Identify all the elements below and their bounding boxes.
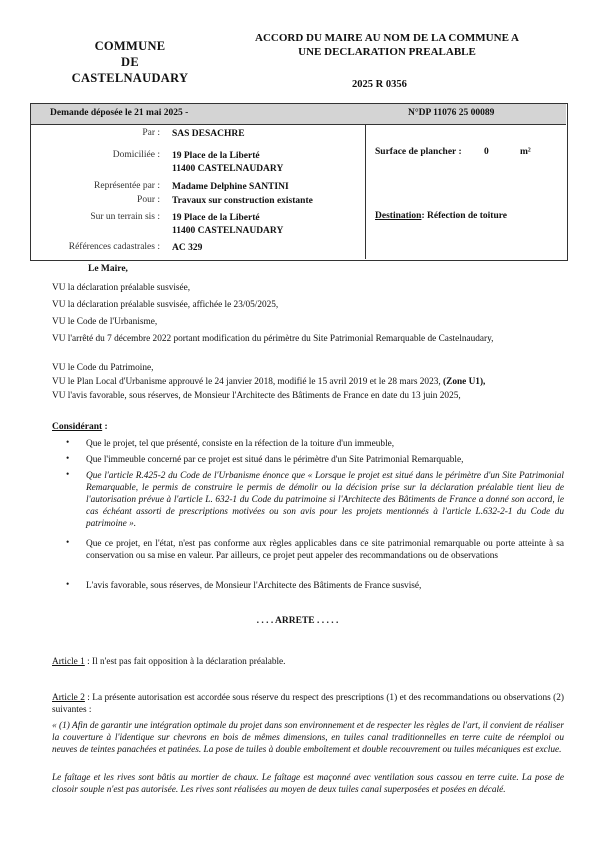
vu-lead: VU xyxy=(52,377,66,387)
value-par: SAS DESACHRE xyxy=(172,129,245,139)
surface-label: Surface de plancher : xyxy=(375,147,462,157)
vu-zone: (Zone U1), xyxy=(443,377,486,387)
vu-paragraph xyxy=(52,316,564,328)
box-divider xyxy=(365,124,366,259)
value-terrain: 19 Place de la Liberté xyxy=(172,213,260,223)
value-domicile: 19 Place de la Liberté xyxy=(172,151,260,161)
document-title xyxy=(222,31,552,59)
bullet-icon: • xyxy=(66,538,70,548)
bullet-icon: • xyxy=(66,580,70,590)
title-line: ACCORD DU MAIRE AU NOM DE LA COMMUNE A xyxy=(255,32,519,44)
title-line: UNE DECLARATION PREALABLE xyxy=(298,46,476,58)
considerant-label: Considérant xyxy=(52,422,103,432)
considerant-item: Que ce projet, en l'état, n'est pas conforme aux règles applicables dans ce site patrimonial remarquable ou porte atteinte à sa conservation ou sa mise en valeur. Par ailleurs, ce projet peut appeler des recommandations ou de observations xyxy=(86,539,564,561)
article-2-text: : La présente autorisation est accordée sous réserve du respect des prescriptions (1) et des recommandations ou observations (2) suivantes : xyxy=(52,693,564,715)
label-cadastre: Références cadastrales : xyxy=(68,242,160,252)
label-par: Par : xyxy=(142,128,160,138)
considerant-item: Que le projet, tel que présenté, consiste en la réfection de la toiture d'un immeuble, xyxy=(86,439,395,449)
bullet-icon: • xyxy=(66,438,70,448)
reference-number: 2025 R 0356 xyxy=(352,79,407,90)
value-pour: Travaux sur construction existante xyxy=(172,196,313,206)
prescription-paragraph-2: Le faîtage et les rives sont bâtis au mortier de chaux. Le faîtage est maçonné avec ventilation sous cassou en terre cuite. La pose de closoir souple n'est pas autorisée. Les rives sont réalisées au moyen de deux tuiles canal superposées et posées en décalé. xyxy=(52,773,564,795)
label-domicile: Domiciliée : xyxy=(112,150,160,160)
vu-paragraph xyxy=(52,333,564,345)
vu-text: l'arrêté du 7 décembre 2022 portant modification du périmètre du Site Patrimonial Remarquable de Castelnaudary, xyxy=(65,334,494,344)
considerant-heading xyxy=(52,422,108,432)
dossier-number: N°DP 11076 25 00089 xyxy=(408,108,495,118)
label-pour: Pour : xyxy=(137,195,160,205)
considerant-item: L'avis favorable, sous réserves, de Monsieur l'Architecte des Bâtiments de France susvisé, xyxy=(86,581,422,591)
commune-line: DE xyxy=(121,55,139,69)
vu-lead: VU xyxy=(52,334,66,344)
maire-heading: Le Maire, xyxy=(88,264,128,274)
prescription-paragraph: « (1) Afin de garantir une intégration optimale du projet dans son environnement et de respecter les règles de l'art, il convient de réaliser la couverture à l'identique sur chevrons en bois de mêmes dimensions, en tuiles canal traditionnelles en terre cuite de réemploi ou neuves de teintes panachées et patinées. La pose de tuiles à double emboîtement et double recouvrement ou tuiles mécaniques est exclue. xyxy=(52,721,564,755)
vu-lead: VU xyxy=(52,391,66,401)
vu-lead: VU xyxy=(52,363,66,373)
considerant-item: Que l'immeuble concerné par ce projet est situé dans le périmètre d'un Site Patrimonial Remarquable, xyxy=(86,455,464,465)
article-2-label: Article 2 xyxy=(52,693,85,703)
label-representee: Représentée par : xyxy=(94,181,160,191)
value-domicile-city: 11400 CASTELNAUDARY xyxy=(172,164,284,174)
commune-line: COMMUNE xyxy=(94,39,166,53)
commune-line: CASTELNAUDARY xyxy=(71,71,189,85)
destination-field xyxy=(375,211,507,221)
vu-lead: VU xyxy=(52,300,66,310)
vu-text: la déclaration préalable susvisée, xyxy=(65,283,191,293)
surface-unit: m² xyxy=(520,147,531,157)
vu-paragraph xyxy=(52,282,564,294)
value-terrain-city: 11400 CASTELNAUDARY xyxy=(172,226,284,236)
label-terrain: Sur un terrain sis : xyxy=(90,212,160,222)
vu-paragraph xyxy=(52,390,564,402)
vu-paragraph xyxy=(52,376,564,388)
vu-text: le Code du Patrimoine, xyxy=(65,363,154,373)
value-representee: Madame Delphine SANTINI xyxy=(172,182,289,192)
arrete-heading: . . . . ARRETE . . . . . xyxy=(256,616,339,626)
vu-text: la déclaration préalable susvisée, affichée le 23/05/2025, xyxy=(65,300,279,310)
vu-lead: VU xyxy=(52,317,66,327)
considerant-colon: : xyxy=(102,422,108,432)
article-1-label: Article 1 xyxy=(52,657,85,667)
article-1 xyxy=(52,656,564,668)
vu-paragraph xyxy=(52,362,564,374)
surface-value: 0 xyxy=(484,147,489,157)
article-1-text: : Il n'est pas fait opposition à la déclaration préalable. xyxy=(84,657,286,667)
deposit-date: Demande déposée le 21 mai 2025 - xyxy=(50,108,189,118)
value-cadastre: AC 329 xyxy=(172,243,203,253)
considerant-item: Que l'article R.425-2 du Code de l'Urbanisme énonce que « Lorsque le projet est situé dans le périmètre d'un Site Patrimonial Remarquable, le permis de construire le permis de démolir ou la décision prise sur la déclaration préalable tient lieu de l'autorisation prévue à l'article L. 632-1 du Code du patrimoine si l'Architecte des Bâtiments de France a donné son accord, le cas échéant assorti de prescriptions motivées ou son avis pour les projets mentionnés à l'article L.632-2-1 du Code du patrimoine ». xyxy=(86,471,564,529)
vu-text: le Plan Local d'Urbanisme approuvé le 24 janvier 2018, modifié le 15 avril 2019 et le 28 mars 2023, xyxy=(65,377,444,387)
destination-value: : Réfection de toiture xyxy=(421,211,508,221)
bullet-icon: • xyxy=(66,454,70,464)
vu-lead: VU xyxy=(52,283,66,293)
bullet-icon: • xyxy=(66,470,70,480)
vu-paragraph xyxy=(52,299,564,311)
commune-heading xyxy=(40,38,220,86)
vu-text: le Code de l'Urbanisme, xyxy=(65,317,158,327)
article-2 xyxy=(52,692,564,716)
vu-text: l'avis favorable, sous réserves, de Monsieur l'Architecte des Bâtiments de France en date du 13 juin 2025, xyxy=(65,391,461,401)
destination-label: Destination xyxy=(375,211,422,221)
